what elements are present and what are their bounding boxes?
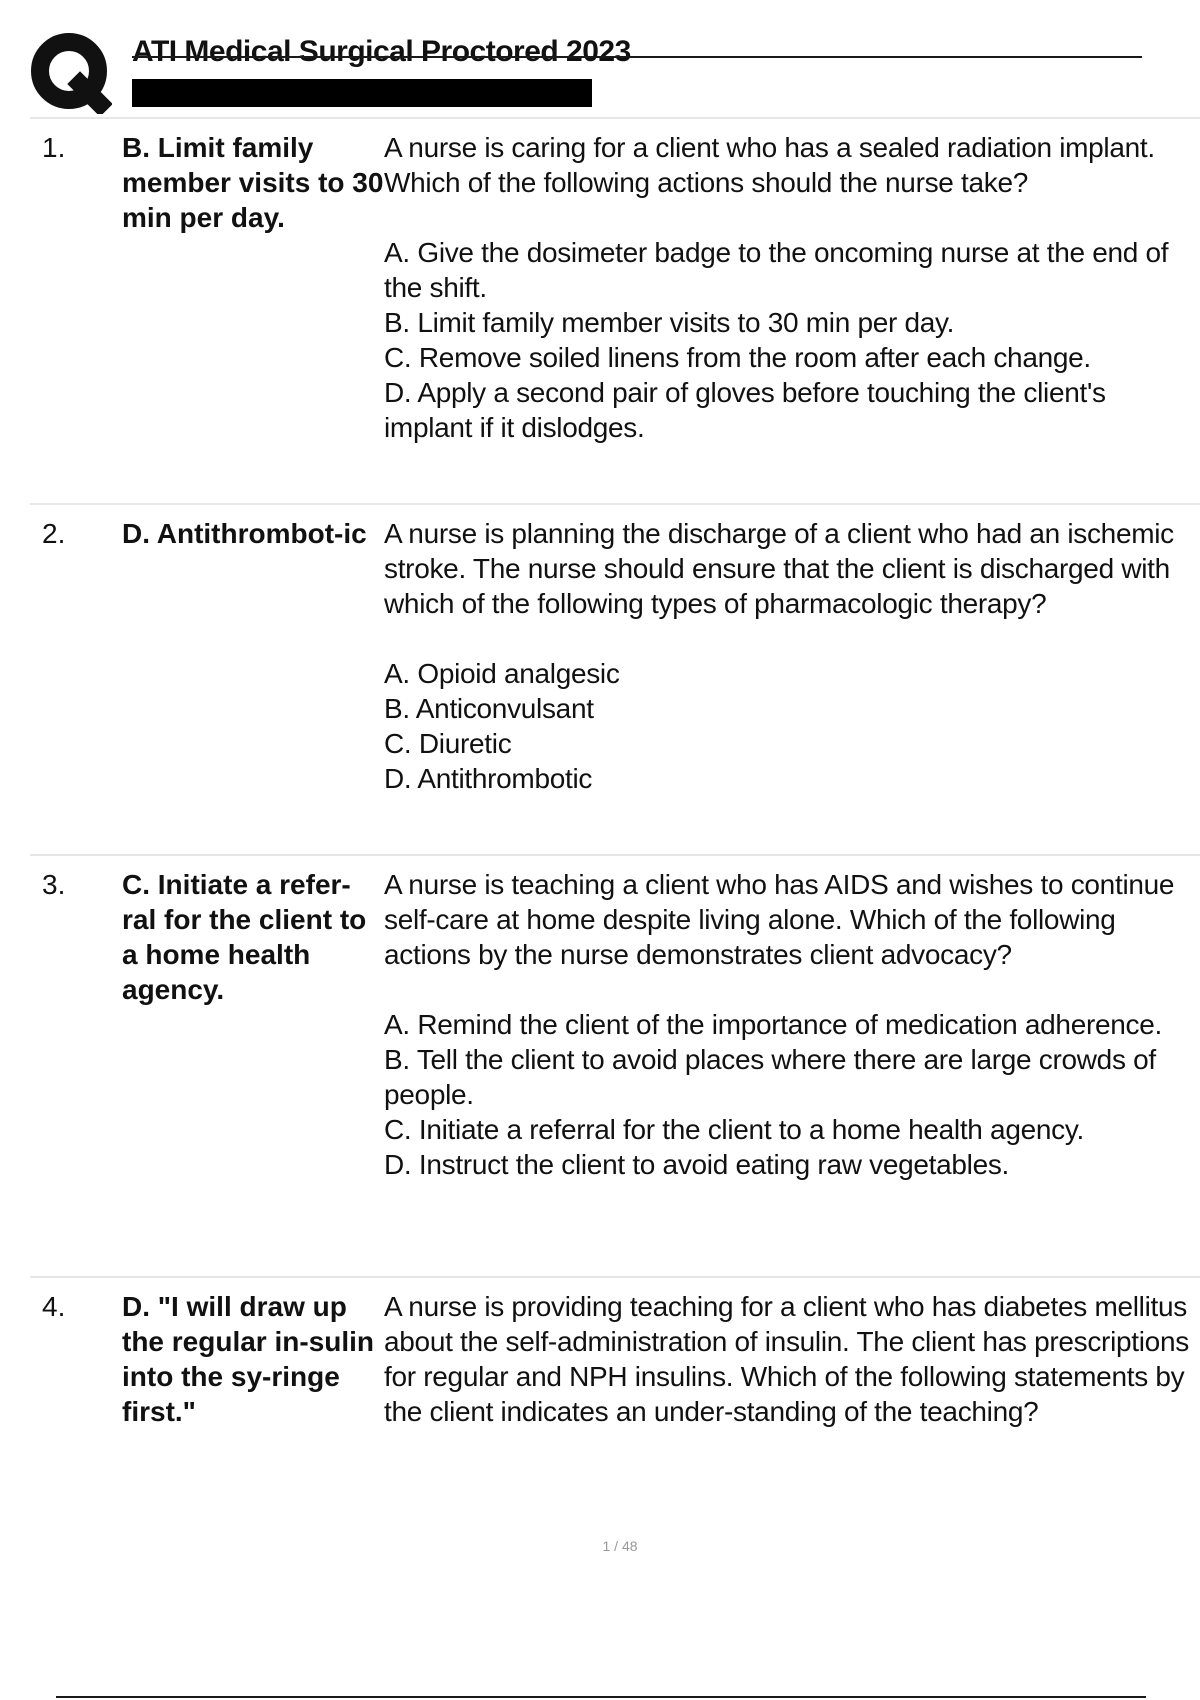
card-question-block bbox=[384, 130, 1200, 503]
flashcard-list bbox=[30, 117, 1200, 1519]
card-answer: B. Limit family member visits to 30 min per day. bbox=[122, 132, 384, 233]
answer-option: D. Instruct the client to avoid eating raw vegetables. bbox=[384, 1149, 1010, 1180]
card-question: A nurse is caring for a client who has a sealed radiation implant. Which of the following actions should the nurse take? bbox=[384, 132, 1155, 198]
card-number: 1. bbox=[42, 132, 66, 163]
flashcard bbox=[30, 1276, 1200, 1519]
card-question: A nurse is teaching a client who has AIDS and wishes to continue self-care at home despite living alone. Which of the following actions by the nurse demonstrates client advocacy? bbox=[384, 869, 1175, 970]
answer-option: A. Remind the client of the importance of medication adherence. bbox=[384, 1009, 1162, 1040]
answer-option: C. Initiate a referral for the client to a home health agency. bbox=[384, 1114, 1084, 1145]
card-question: A nurse is providing teaching for a client who has diabetes mellitus about the self-administration of insulin. The client has prescriptions for regular and NPH insulins. Which of the following statements by the client indicates an under-standing of the teaching? bbox=[384, 1291, 1189, 1427]
card-answer: D. "I will draw up the regular in-sulin into the sy-ringe first." bbox=[122, 1291, 375, 1427]
quizlet-logo-icon bbox=[30, 32, 112, 114]
answer-options bbox=[384, 235, 1200, 445]
card-question-block bbox=[384, 516, 1200, 854]
card-number: 2. bbox=[42, 518, 66, 549]
card-number: 4. bbox=[42, 1291, 66, 1322]
answer-option: B. Anticonvulsant bbox=[384, 693, 594, 724]
card-answer: D. Antithrombot-ic bbox=[122, 518, 367, 549]
flashcard bbox=[30, 503, 1200, 854]
answer-option: C. Diuretic bbox=[384, 728, 512, 759]
flashcard bbox=[30, 117, 1200, 503]
answer-option: B. Limit family member visits to 30 min per day. bbox=[384, 307, 955, 338]
flashcard bbox=[30, 854, 1200, 1276]
answer-options bbox=[384, 1007, 1200, 1182]
redaction-bar bbox=[132, 79, 592, 107]
card-question: A nurse is planning the discharge of a client who had an ischemic stroke. The nurse should ensure that the client is discharged with which of the following types of pharmacologic therapy? bbox=[384, 518, 1174, 619]
page-title: ATI Medical Surgical Proctored 2023 bbox=[132, 35, 631, 68]
answer-option: C. Remove soiled linens from the room after each change. bbox=[384, 342, 1091, 373]
card-question-block bbox=[384, 1289, 1200, 1519]
answer-option: A. Opioid analgesic bbox=[384, 658, 620, 689]
card-question-block bbox=[384, 867, 1200, 1276]
answer-option: D. Apply a second pair of gloves before touching the client's implant if it dislodges. bbox=[384, 377, 1106, 443]
card-answer: C. Initiate a refer-ral for the client to a home health agency. bbox=[122, 869, 367, 1005]
footer-divider bbox=[56, 1696, 1146, 1698]
page-number: 1 / 48 bbox=[602, 1538, 638, 1554]
answer-options bbox=[384, 656, 1200, 796]
answer-option: A. Give the dosimeter badge to the oncoming nurse at the end of the shift. bbox=[384, 237, 1169, 303]
card-number: 3. bbox=[42, 869, 66, 900]
title-underline bbox=[132, 56, 1142, 58]
answer-option: D. Antithrombotic bbox=[384, 763, 593, 794]
answer-option: B. Tell the client to avoid places where there are large crowds of people. bbox=[384, 1044, 1156, 1110]
